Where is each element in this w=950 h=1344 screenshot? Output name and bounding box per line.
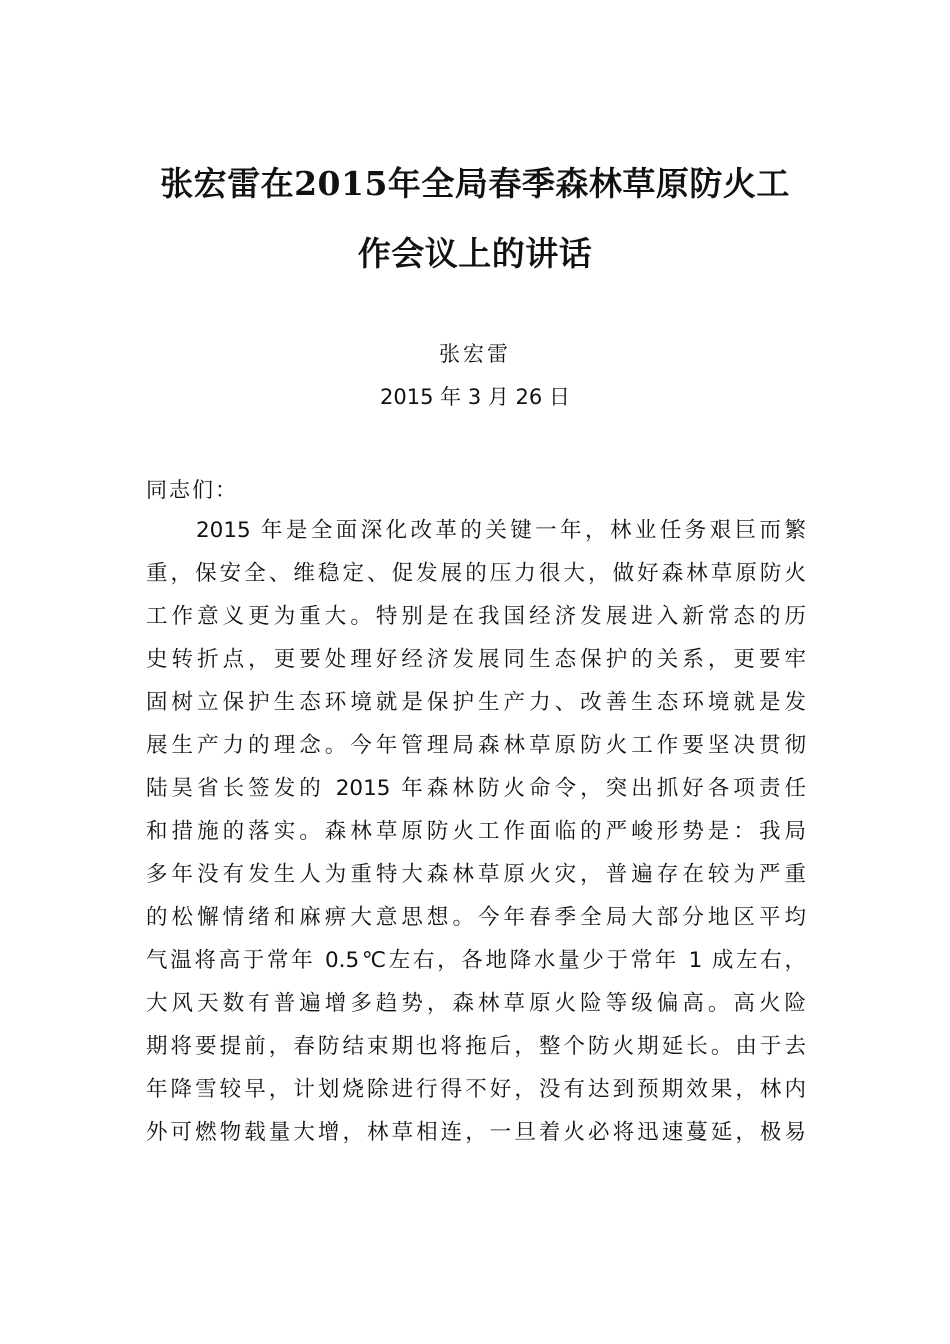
document-title-line-1: 张宏雷在2015年全局春季森林草原防火工 [160,164,790,203]
body-line: 固树立保护生态环境就是保护生产力、改善生态环境就是发 [146,690,806,715]
body-line: 的松懈情绪和麻痹大意思想。今年春季全局大部分地区平均 [146,905,806,930]
body-paragraph [146,514,806,1159]
body-line: 工作意义更为重大。特别是在我国经济发展进入新常态的历 [146,604,806,629]
body-line: 展生产力的理念。今年管理局森林草原防火工作要坚决贯彻 [146,733,806,758]
greeting: 同志们： [146,478,238,502]
body-line: 2015 年是全面深化改革的关键一年，林业任务艰巨而繁 [196,518,806,543]
body-line: 和措施的落实。森林草原防火工作面临的严峻形势是：我局 [146,819,806,844]
body-line: 陆昊省长签发的 2015 年森林防火命令，突出抓好各项责任 [146,776,806,801]
body-line: 年降雪较早，计划烧除进行得不好，没有达到预期效果，林内 [146,1077,806,1102]
document-title-line-2: 作会议上的讲话 [357,234,593,273]
body-line: 大风天数有普遍增多趋势，森林草原火险等级偏高。高火险 [146,991,806,1016]
author: 张宏雷 [439,342,511,366]
body-line: 期将要提前，春防结束期也将拖后，整个防火期延长。由于去 [146,1034,806,1059]
body-line: 外可燃物载量大增，林草相连，一旦着火必将迅速蔓延，极易 [146,1120,806,1145]
body-line: 重，保安全、维稳定、促发展的压力很大，做好森林草原防火 [146,561,806,586]
body-line: 气温将高于常年 0.5℃左右，各地降水量少于常年 1 成左右， [146,948,806,973]
body-line: 史转折点，更要处理好经济发展同生态保护的关系，更要牢 [146,647,806,672]
date: 2015 年 3 月 26 日 [380,385,570,409]
body-line: 多年没有发生人为重特大森林草原火灾，普遍存在较为严重 [146,862,806,887]
